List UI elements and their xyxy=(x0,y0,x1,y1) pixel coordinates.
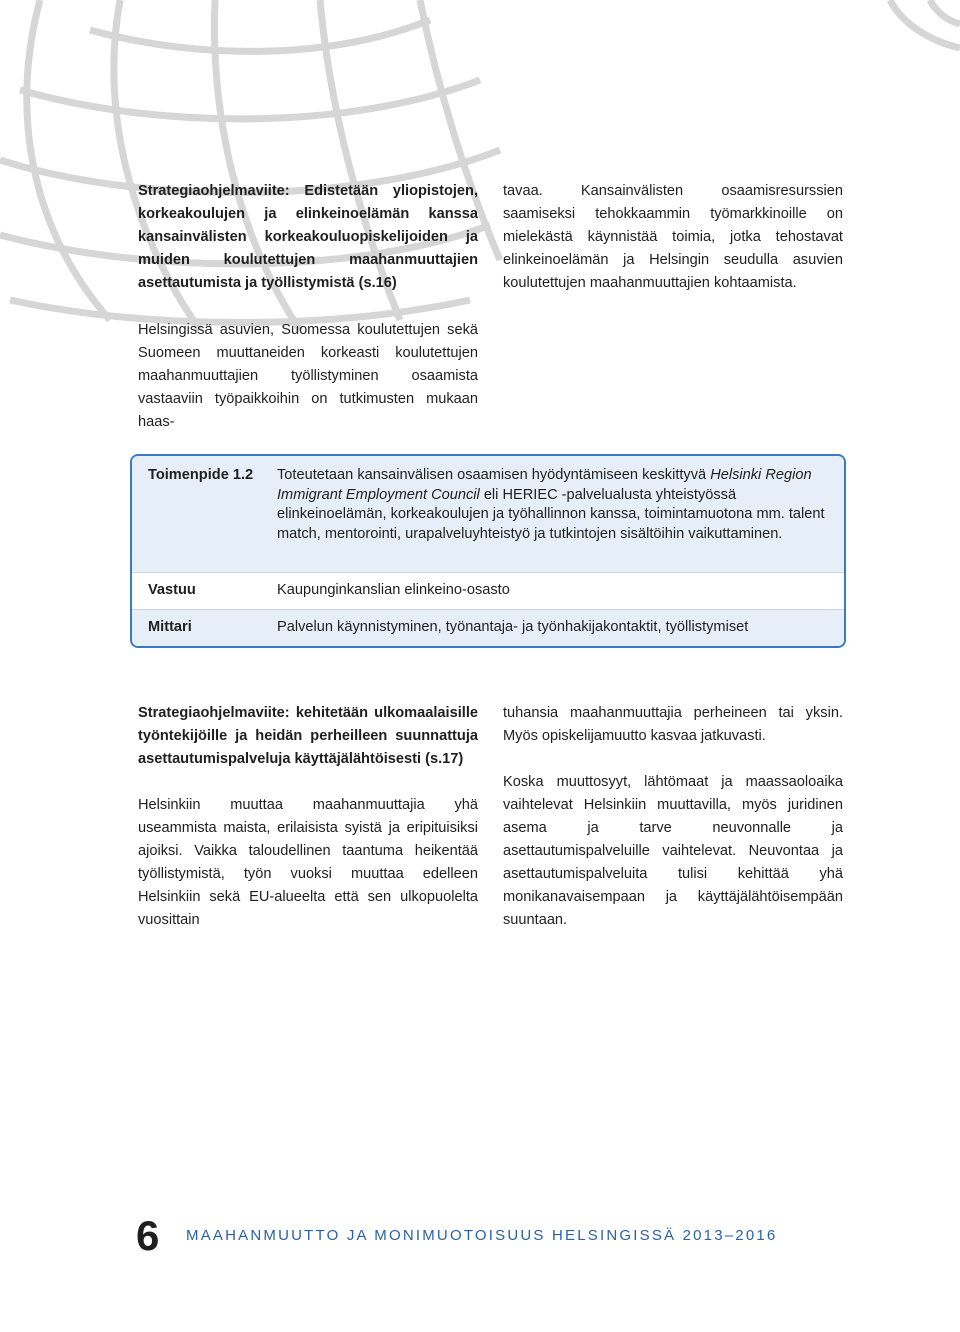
section1-paragraph-left: Helsingissä asuvien, Suomessa koulutettujen sekä Suomeen muuttaneiden korkeasti koulutettujen maahanmuuttajien työllistyminen osaamista vastaaviin työpaikkoihin on tutkimusten mukaan haas- xyxy=(138,322,478,430)
section1-left-column xyxy=(138,180,478,295)
action-table xyxy=(130,454,846,648)
section1-body-left xyxy=(138,319,478,434)
section2-paragraph-right-2: Koska muuttosyyt, lähtömaat ja maassaoloaika vaihtelevat Helsinkiin muuttavilla, myös juridinen asema ja tarve neuvonnalle ja asettautumispalveluille vaihtelevat. Neuvontaa ja asettautumispalveluita tulisi kehittää yhä monikanavaisempaan ja käyttäjälähtöisempään suuntaan. xyxy=(503,774,843,928)
responsible-value: Kaupunginkanslian elinkeino-osasto xyxy=(277,582,510,598)
section2-left-column xyxy=(138,702,478,932)
action-text-italic: Helsinki Region Immigrant Employment Council xyxy=(277,467,812,503)
footer-title: MAAHANMUUTTO JA MONIMUOTOISUUS HELSINGISSÄ 2013–2016 xyxy=(186,1227,778,1244)
responsible-row xyxy=(132,573,844,610)
section1-heading: Strategiaohjelmaviite: Edistetään yliopistojen, korkeakoulujen ja elinkeinoelämän kanssa kansainvälisten korkeakouluopiskelijoiden ja muiden koulutettujen maahanmuuttajien asettautumista ja työllistymistä (s.16) xyxy=(138,183,478,291)
metric-label: Mittari xyxy=(148,619,192,635)
section1-right-column xyxy=(503,180,843,295)
section2-paragraph-left: Helsinkiin muuttaa maahanmuuttajia yhä useammista maista, erilaisista syistä ja eripituisiksi ajoiksi. Vaikka taloudellinen taantuma heikentää työllistymistä, työn vuoksi muuttaa edelleen Helsinkiin sekä EU-alueelta että sen ulkopuolelta vuosittain xyxy=(138,797,478,928)
action-description xyxy=(277,466,830,544)
section2-right-column xyxy=(503,702,843,932)
metric-value: Palvelun käynnistyminen, työnantaja- ja työnhakijakontaktit, työllistymiset xyxy=(277,619,749,635)
action-text-before: Toteutetaan kansainvälisen osaamisen hyödyntämiseen keskittyvä xyxy=(277,467,711,483)
action-label: Toimenpide 1.2 xyxy=(148,467,254,483)
action-row xyxy=(132,456,844,573)
action-text-after: eli HERIEC -palvelualusta yhteistyössä elinkeinoelämän, korkeakoulujen ja työhallinnon kanssa, toimintamuotona mm. talent match, mentorointi, urapalveluyhteistyö ja tutkintojen sisältöihin vaikuttaminen. xyxy=(277,486,825,542)
section2-paragraph-right-1: tuhansia maahanmuuttajia perheineen tai yksin. Myös opiskelijamuutto kasvaa jatkuvasti. xyxy=(503,705,843,744)
section1-paragraph-right: tavaa. Kansainvälisten osaamisresurssien saamiseksi tehokkaammin työmarkkinoille on mielekästä käynnistää toimia, jotka tehostavat elinkeinoelämän ja Helsingin seudulla asuvien koulutettujen maahanmuuttajien kohtaamista. xyxy=(503,183,843,291)
page-number: 6 xyxy=(136,1212,160,1259)
responsible-label: Vastuu xyxy=(148,582,196,598)
section2-heading: Strategiaohjelmaviite: kehitetään ulkomaalaisille työntekijöille ja heidän perheilleen suunnattuja asettautumispalveluja käyttäjälähtöisesti (s.17) xyxy=(138,705,478,767)
metric-row xyxy=(132,610,844,646)
